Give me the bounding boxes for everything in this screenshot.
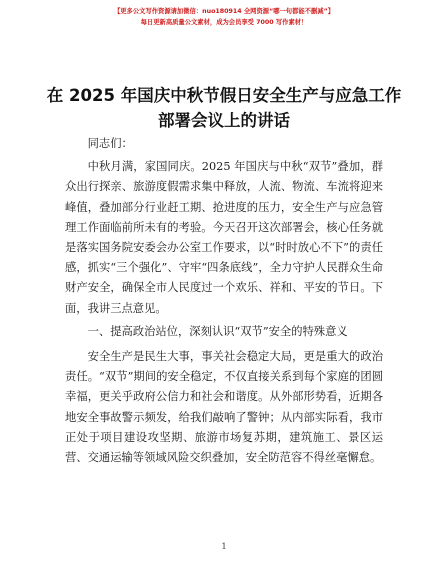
paragraph-intro: 中秋月满，家国同庆。2025 年国庆与中秋“双节”叠加，群众出行探亲、旅游度假需求集中释放，人流、物流、车流将迎来峰值，叠加部分行业赶工期、抢进度的压力，安全生产与应急管理工作面临前所未有的考验。今天召开这次部署会，核心任务就是落实国务院安委会办公室工作要求，以“时时放心不下”的责任感，抓实“三个强化”、守牢“四条底线”，全力守护人民群众生命财产安全，确保全市人民度过一个欢乐、祥和、平安的节日。下面，我讲三点意见。 [65, 160, 383, 315]
page-number: 1 [221, 542, 227, 551]
salutation: 同志们： [87, 137, 133, 150]
promo-banner-line-1: 【更多公文写作资源请加微信：nuo180914 全网资源“哪一句都能不删减”】 [113, 8, 335, 15]
paragraph-section-1: 安全生产是民生大事，事关社会稳定大局，更是重大的政治责任。“双节”期间的安全稳定，不仅直接关系到每个家庭的团圆幸福，更关乎政府公信力和社会和谐度。从外部形势看，近期各地安全事故警示频发，给我们敲响了警钟；从内部实际看，我市正处于项目建设攻坚期、旅游市场复苏期，建筑施工、景区运营、交通运输等领域风险交织叠加，安全防范容不得丝毫懈怠。 [65, 350, 383, 465]
document-title-line-1: 在 2025 年国庆中秋节假日安全生产与应急工作 [46, 86, 402, 105]
document-title-line-2: 部署会议上的讲话 [158, 111, 290, 130]
section-heading-1: 一、提高政治站位，深刻认识“双节”安全的特殊意义 [87, 324, 348, 338]
promo-banner-line-2: 每日更新高质量公文素材，成为会员享受 7000 写作素材！ [140, 19, 308, 26]
document-body [65, 134, 383, 471]
document-title [0, 83, 448, 133]
promo-banner [0, 6, 448, 28]
